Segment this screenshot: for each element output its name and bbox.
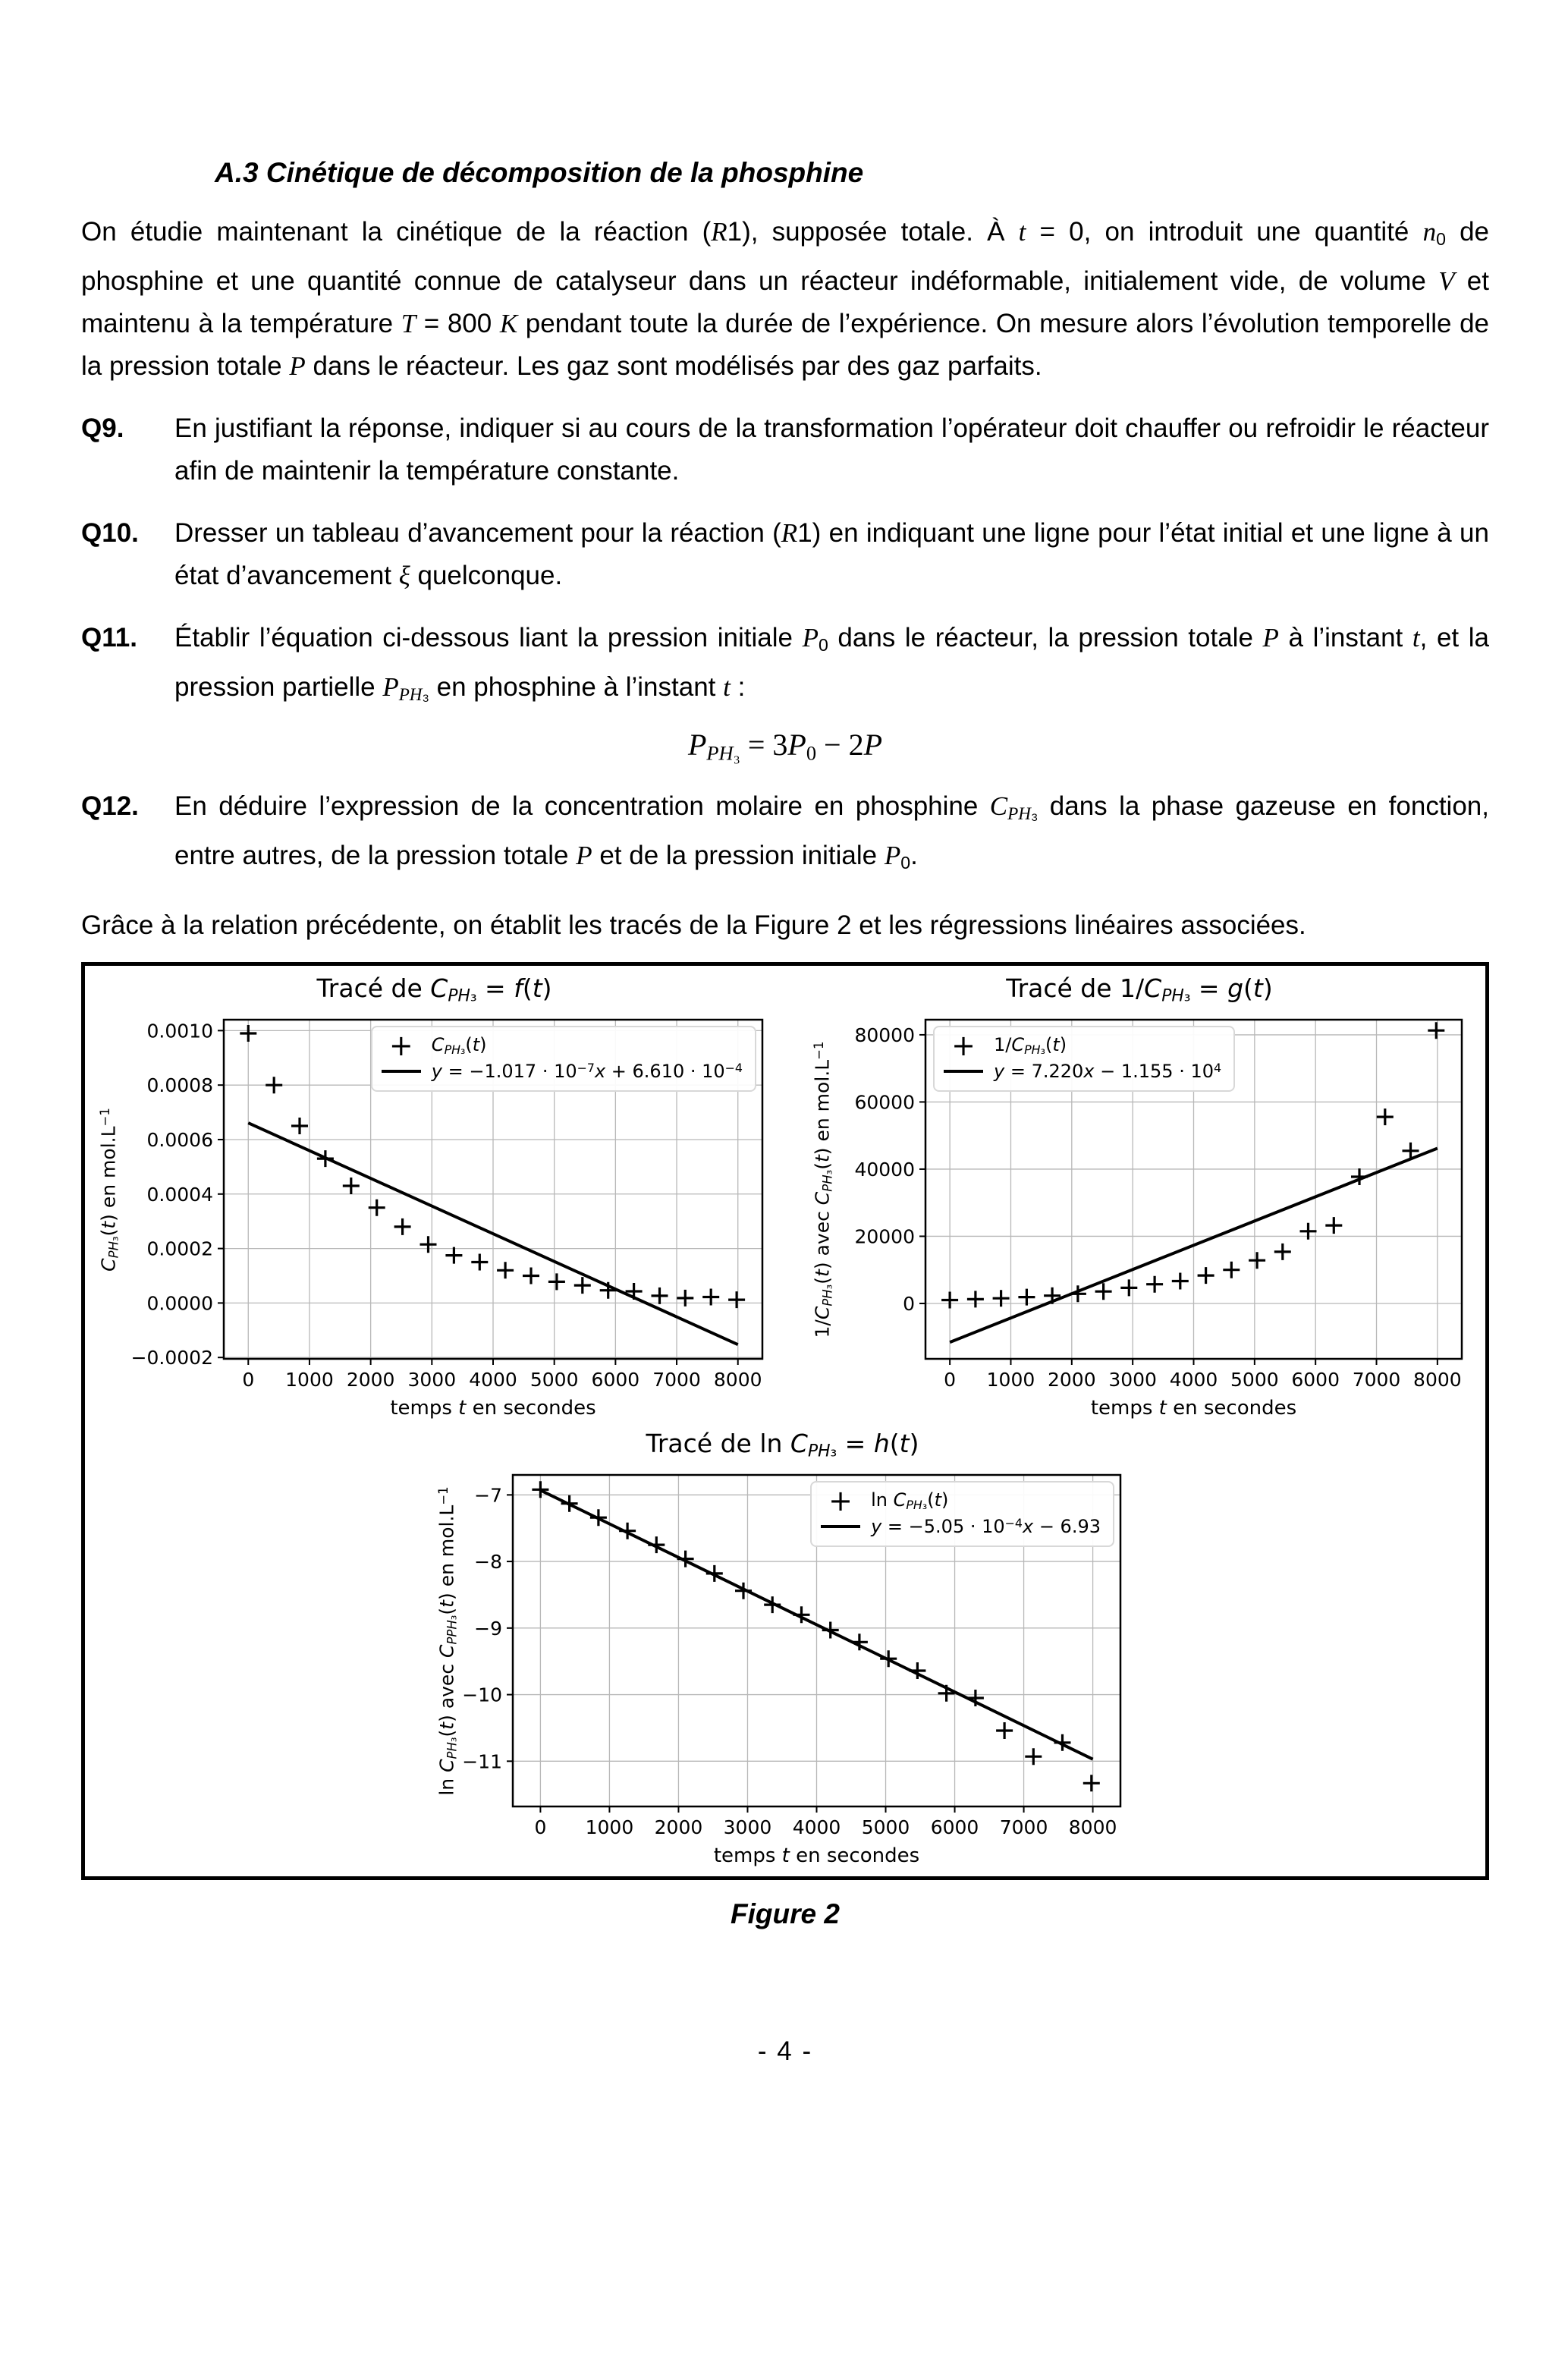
svg-text:0: 0 (242, 1369, 255, 1391)
svg-text:3000: 3000 (1108, 1369, 1157, 1391)
closing-paragraph: Grâce à la relation précédente, on établit les tracés de la Figure 2 et les régressions linéaires associées. (81, 910, 1306, 941)
svg-text:8000: 8000 (713, 1369, 762, 1391)
svg-text:40000: 40000 (854, 1159, 915, 1181)
svg-text:5000: 5000 (861, 1816, 910, 1839)
chart-h (428, 1426, 1137, 1873)
chart-f-ylabel: $C_{PH_3}(t)$ en $mol.L^{-1}$ (97, 1108, 121, 1272)
svg-text:7000: 7000 (999, 1816, 1048, 1839)
legend-label: $C_{PH_3}(t)$ (431, 1034, 487, 1058)
page-content (0, 156, 1568, 2067)
document-page (0, 156, 1568, 2374)
chart-h-x-ticks (534, 1806, 1117, 1838)
question-q9 (81, 407, 1489, 492)
page-number: - 4 - (757, 2036, 813, 2067)
chart-f-title: Tracé de $C_{PH_3} = f(t)$ (316, 973, 552, 1006)
plus-marker-icon: + (388, 1029, 413, 1063)
svg-text:7000: 7000 (1352, 1369, 1401, 1391)
figure-caption: Figure 2 (731, 1898, 840, 1930)
svg-text:0.0004: 0.0004 (146, 1184, 213, 1206)
question-q12 (81, 785, 1489, 884)
svg-text:7000: 7000 (652, 1369, 701, 1391)
question-q11-text: Établir l’équation ci-dessous liant la pression initiale $P_0$ dans le réacteur, la pression totale P à l’instant t, et la pression partielle $P_{PH_3}$ en phosphine à l’instant t : (174, 622, 1489, 704)
svg-text:2000: 2000 (654, 1816, 703, 1839)
chart-h-legend (810, 1481, 1114, 1546)
intro-paragraph: On étudie maintenant la cinétique de la réaction (R1), supposée totale. À t = 0, on introduit une quantité $n_0$ de phosphine et une quantité connue de catalyseur dans un réacteur indéformable, initialement vide, de volume V et maintenu à la température T = 800 K pendant toute la durée de l’expérience. On mesure alors l’évolution temporelle de la pression totale P dans le réacteur. Les gaz sont modélisés par des gaz parfaits. (81, 217, 1490, 381)
question-q9-label: Q9. (81, 413, 124, 443)
plus-marker-icon: + (951, 1029, 976, 1063)
svg-text:−8: −8 (474, 1551, 502, 1574)
chart-g-title: Tracé de $1/C_{PH_3} = g(t)$ (1006, 973, 1273, 1006)
chart-h-title: Tracé de $\ln C_{PH_3} = h(t)$ (646, 1429, 919, 1461)
legend-entry-points (821, 1484, 1101, 1518)
chart-h-y-ticks (462, 1485, 513, 1773)
chart-g-legend (933, 1026, 1235, 1091)
chart-f-xlabel: temps t en secondes (390, 1397, 596, 1420)
chart-g-body (800, 1012, 1478, 1394)
svg-text:6000: 6000 (591, 1369, 640, 1391)
question-q11 (81, 617, 1489, 715)
svg-text:−11: −11 (462, 1750, 502, 1773)
legend-entry-points (944, 1029, 1221, 1063)
svg-text:0: 0 (534, 1816, 547, 1839)
question-q10-text: Dresser un tableau d’avancement pour la réaction (R1) en indiquant une ligne pour l’état initial et une ligne à un état d’avancement ξ quelconque. (174, 517, 1489, 590)
legend-label: $\ln C_{PH_3}(t)$ (871, 1489, 949, 1513)
legend-entry-fit (382, 1061, 743, 1082)
svg-text:4000: 4000 (1169, 1369, 1218, 1391)
legend-entry-points (382, 1029, 743, 1063)
question-q11-label: Q11. (81, 622, 137, 652)
svg-text:−10: −10 (462, 1684, 502, 1707)
svg-text:1000: 1000 (986, 1369, 1035, 1391)
legend-label: $y = -5.05 \cdot 10^{-4}x - 6.93$ (871, 1516, 1101, 1538)
svg-text:1000: 1000 (285, 1369, 334, 1391)
chart-g-ylabel: $1/C_{PH_3}(t)$ avec $C_{PH_3}(t)$ en $mol.L^{-1}$ (811, 1041, 835, 1338)
chart-g-x-ticks (944, 1359, 1461, 1391)
svg-text:3000: 3000 (723, 1816, 772, 1839)
chart-h-ylabel: $\ln C_{PH_3}(t)$ avec $C_{PPH_3}(t)$ en $mol.L^{-1}$ (435, 1486, 460, 1796)
legend-entry-fit (821, 1516, 1101, 1537)
svg-text:20000: 20000 (854, 1225, 915, 1248)
svg-text:0.0010: 0.0010 (146, 1020, 213, 1042)
section-title: A.3 Cinétique de décomposition de la phosphine (215, 157, 864, 188)
chart-h-body (428, 1467, 1137, 1841)
legend-label: $y = 7.220x - 1.155 \cdot 10^4$ (994, 1061, 1222, 1083)
svg-text:1000: 1000 (585, 1816, 634, 1839)
svg-text:−7: −7 (474, 1484, 502, 1507)
svg-text:−0.0002: −0.0002 (130, 1347, 213, 1369)
svg-text:60000: 60000 (854, 1091, 915, 1114)
question-q12-text: En déduire l’expression de la concentration molaire en phosphine $C_{PH_3}$ dans la phase gazeuse en fonction, entre autres, de la pression totale P et de la pression initiale $P_0$. (174, 791, 1489, 873)
svg-text:6000: 6000 (1291, 1369, 1340, 1391)
svg-text:0: 0 (944, 1369, 957, 1391)
question-q12-label: Q12. (81, 791, 139, 821)
chart-f-y-ticks (131, 1020, 224, 1369)
line-sample-icon (821, 1525, 860, 1528)
legend-label: $1/C_{PH_3}(t)$ (994, 1034, 1067, 1058)
chart-f (91, 970, 778, 1426)
plus-marker-icon: + (828, 1484, 853, 1518)
svg-text:5000: 5000 (529, 1369, 579, 1391)
svg-text:0: 0 (903, 1293, 915, 1316)
line-sample-icon (944, 1070, 983, 1073)
chart-g-xlabel: temps t en secondes (1090, 1397, 1297, 1420)
svg-text:5000: 5000 (1230, 1369, 1279, 1391)
svg-text:2000: 2000 (1048, 1369, 1096, 1391)
chart-h-xlabel: temps t en secondes (713, 1844, 920, 1868)
legend-entry-fit (944, 1061, 1221, 1082)
line-sample-icon (382, 1070, 421, 1073)
chart-f-body (91, 1012, 778, 1394)
chart-g (800, 970, 1478, 1426)
svg-text:0.0002: 0.0002 (146, 1238, 213, 1261)
svg-text:8000: 8000 (1068, 1816, 1117, 1839)
svg-text:6000: 6000 (930, 1816, 979, 1839)
chart-f-x-ticks (242, 1359, 762, 1391)
svg-text:2000: 2000 (346, 1369, 395, 1391)
svg-text:4000: 4000 (792, 1816, 841, 1839)
question-q9-text: En justifiant la réponse, indiquer si au cours de la transformation l’opérateur doit chauffer ou refroidir le réacteur afin de maintenir la température constante. (174, 413, 1489, 486)
question-q10 (81, 512, 1489, 597)
svg-text:0.0000: 0.0000 (146, 1292, 213, 1315)
svg-text:4000: 4000 (469, 1369, 517, 1391)
question-q10-label: Q10. (81, 517, 139, 548)
svg-text:3000: 3000 (407, 1369, 457, 1391)
chart-f-legend (371, 1026, 756, 1091)
svg-text:8000: 8000 (1413, 1369, 1462, 1391)
svg-text:80000: 80000 (854, 1024, 915, 1047)
legend-label: $y = -1.017 \cdot 10^{-7}x + 6.610 \cdot 10^{-4}$ (431, 1061, 743, 1083)
svg-text:0.0008: 0.0008 (146, 1074, 213, 1097)
svg-text:0.0006: 0.0006 (146, 1129, 213, 1152)
svg-text:−9: −9 (474, 1618, 502, 1640)
chart-g-y-ticks (854, 1024, 925, 1315)
equation-pph3: $P_{PH_3} = 3P_0 - 2P$ (687, 728, 883, 765)
figure-2-box (81, 962, 1489, 1880)
